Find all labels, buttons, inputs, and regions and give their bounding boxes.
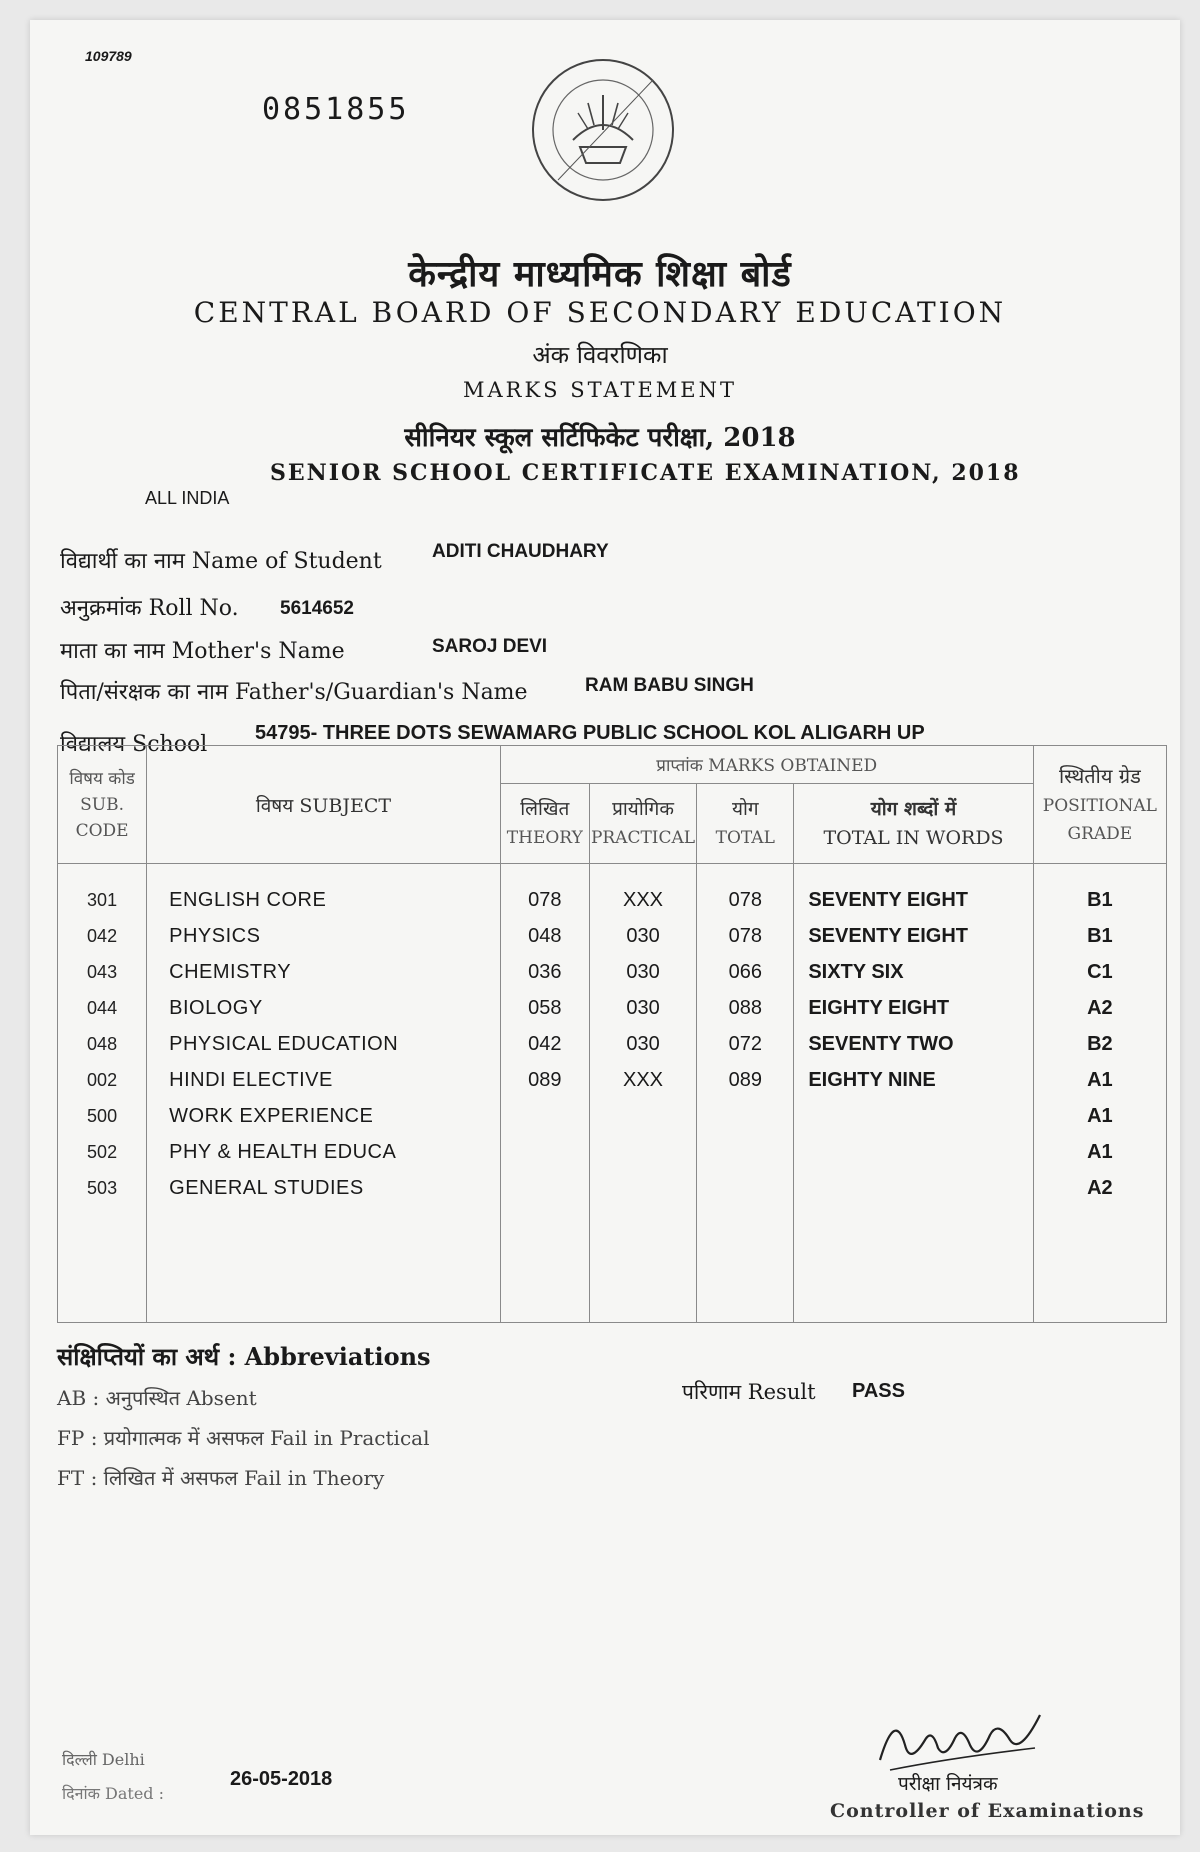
marks-table <box>57 745 1167 1323</box>
header-theory: लिखित THEORY <box>500 784 589 864</box>
table-cell-grade: B1 <box>1087 925 1113 947</box>
table-cell-total: 066 <box>728 961 762 983</box>
table-cell-subject: GENERAL STUDIES <box>169 1177 364 1199</box>
school-name: 54795- THREE DOTS SEWAMARG PUBLIC SCHOOL KOL ALIGARH UP <box>255 722 925 744</box>
table-cell-code: 500 <box>87 1106 118 1126</box>
table-cell-code: 048 <box>87 1034 118 1054</box>
table-cell-code: 044 <box>87 998 118 1018</box>
controller-english: Controller of Examinations <box>830 1800 1145 1822</box>
table-cell-words: EIGHTY EIGHT <box>808 997 950 1019</box>
table-cell-practical: 030 <box>626 961 660 983</box>
mother-name: SAROJ DEVI <box>432 636 548 657</box>
table-cell-code: 503 <box>87 1178 118 1198</box>
table-cell-practical: 030 <box>626 1033 660 1055</box>
mother-name-label: माता का नाम Mother's Name <box>60 639 345 664</box>
table-cell-subject: WORK EXPERIENCE <box>169 1105 374 1127</box>
abbreviations-title: संक्षिप्तियों का अर्थ : Abbreviations <box>57 1342 431 1371</box>
header-sub-code: विषय कोड SUB. CODE <box>58 746 147 864</box>
place-label: दिल्ली Delhi <box>62 1750 145 1769</box>
header-total-in-words: योग शब्दों में TOTAL IN WORDS <box>794 784 1033 864</box>
codes-column <box>58 864 147 1323</box>
table-cell-grade: A1 <box>1087 1069 1113 1091</box>
exam-english: SENIOR SCHOOL CERTIFICATE EXAMINATION, 2018 <box>270 460 1021 486</box>
header-total: योग TOTAL <box>697 784 794 864</box>
table-cell-subject: ENGLISH CORE <box>169 889 327 911</box>
table-cell-grade: C1 <box>1087 961 1113 983</box>
table-cell-theory: 089 <box>528 1069 562 1091</box>
table-cell-words: EIGHTY NINE <box>808 1069 936 1091</box>
table-cell-grade: A2 <box>1087 1177 1113 1199</box>
result-label: परिणाम Result <box>682 1380 816 1404</box>
subtitle-hindi: अंक विवरणिका <box>532 341 668 369</box>
table-cell-subject: HINDI ELECTIVE <box>169 1069 333 1091</box>
table-cell-code: 042 <box>87 926 118 946</box>
roll-number: 5614652 <box>280 598 354 619</box>
table-cell-words: SEVENTY EIGHT <box>808 925 969 947</box>
table-cell-words: SEVENTY TWO <box>808 1033 954 1055</box>
exam-hindi: सीनियर स्कूल सर्टिफिकेट परीक्षा, 2018 <box>404 423 796 453</box>
table-cell-grade: B1 <box>1087 889 1113 911</box>
table-cell-total: 089 <box>728 1069 762 1091</box>
header-subject: विषय SUBJECT <box>147 746 501 864</box>
table-cell-total: 078 <box>728 925 762 947</box>
table-cell-subject: PHYSICAL EDUCATION <box>169 1033 399 1055</box>
theory-column <box>500 864 589 1323</box>
student-name: ADITI CHAUDHARY <box>432 541 609 562</box>
table-cell-subject: PHYSICS <box>169 925 261 947</box>
practical-column <box>589 864 696 1323</box>
abbr-fail-theory: FT : लिखित में असफल Fail in Theory <box>57 1466 385 1490</box>
table-cell-grade: B2 <box>1087 1033 1113 1055</box>
table-cell-theory: 036 <box>528 961 562 983</box>
header-positional-grade: स्थितीय ग्रेड POSITIONAL GRADE <box>1033 746 1166 864</box>
title-hindi: केन्द्रीय माध्यमिक शिक्षा बोर्ड <box>408 253 792 295</box>
table-cell-theory: 058 <box>528 997 562 1019</box>
student-name-label: विद्यार्थी का नाम Name of Student <box>60 549 382 574</box>
table-cell-subject: PHY & HEALTH EDUCA <box>169 1141 397 1163</box>
table-cell-total: 088 <box>728 997 762 1019</box>
table-cell-theory: 048 <box>528 925 562 947</box>
table-cell-words: SIXTY SIX <box>808 961 904 983</box>
table-cell-code: 043 <box>87 962 118 982</box>
table-cell-code: 301 <box>87 890 118 910</box>
region-label: ALL INDIA <box>145 488 230 508</box>
abbr-absent: AB : अनुपस्थित Absent <box>57 1386 257 1410</box>
grades-column <box>1033 864 1166 1323</box>
father-name: RAM BABU SINGH <box>585 675 754 696</box>
header-practical: प्रायोगिक PRACTICAL <box>589 784 696 864</box>
abbr-fail-practical: FP : प्रयोगात्मक में असफल Fail in Practical <box>57 1426 430 1450</box>
table-body-row <box>58 864 1167 1323</box>
table-cell-theory: 042 <box>528 1033 562 1055</box>
table-cell-subject: CHEMISTRY <box>169 961 292 983</box>
title-english: CENTRAL BOARD OF SECONDARY EDUCATION <box>193 296 1007 329</box>
subjects-column <box>147 864 501 1323</box>
table-cell-grade: A1 <box>1087 1105 1113 1127</box>
school-label: विद्यालय School <box>60 732 208 757</box>
table-header-row <box>58 746 1167 784</box>
table-cell-words: SEVENTY EIGHT <box>808 889 969 911</box>
subtitle-english: MARKS STATEMENT <box>462 378 738 402</box>
table-cell-practical: 030 <box>626 997 660 1019</box>
table-cell-total: 078 <box>728 889 762 911</box>
controller-hindi: परीक्षा नियंत्रक <box>898 1773 998 1795</box>
table-cell-practical: XXX <box>623 1069 664 1091</box>
serial-number: 0851855 <box>262 92 410 127</box>
table-cell-subject: BIOLOGY <box>169 997 263 1019</box>
table-cell-code: 002 <box>87 1070 118 1090</box>
total-column <box>697 864 794 1323</box>
roll-label: अनुक्रमांक Roll No. <box>60 596 239 621</box>
signature-icon <box>870 1700 1050 1780</box>
table-cell-practical: XXX <box>623 889 664 911</box>
header-marks-obtained: प्राप्तांक MARKS OBTAINED <box>500 746 1033 784</box>
father-name-label: पिता/संरक्षक का नाम Father's/Guardian's Name <box>60 680 528 705</box>
serial-small: 109789 <box>85 48 132 64</box>
table-cell-practical: 030 <box>626 925 660 947</box>
cbse-seal-icon <box>528 55 678 205</box>
table-cell-grade: A1 <box>1087 1141 1113 1163</box>
table-cell-code: 502 <box>87 1142 118 1162</box>
table-cell-grade: A2 <box>1087 997 1113 1019</box>
issue-date: 26-05-2018 <box>230 1768 333 1790</box>
table-cell-total: 072 <box>728 1033 762 1055</box>
table-cell-theory: 078 <box>528 889 562 911</box>
words-column <box>794 864 1033 1323</box>
dated-label: दिनांक Dated : <box>62 1784 165 1803</box>
result-value: PASS <box>852 1380 905 1402</box>
